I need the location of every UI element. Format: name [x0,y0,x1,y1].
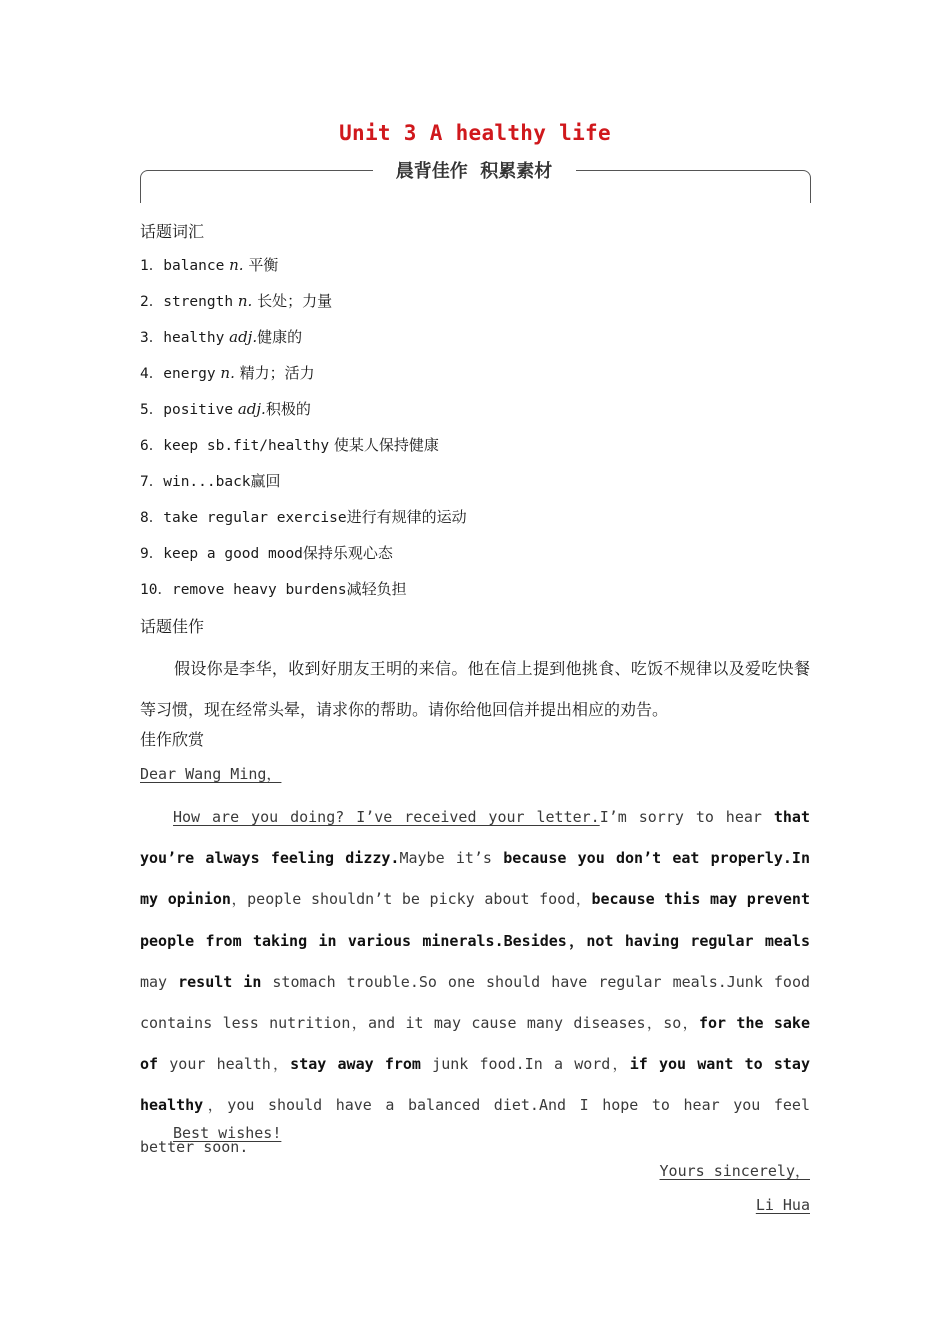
vocab-item [140,363,315,384]
vocab-item [140,435,439,456]
letter-text: stomach trouble.So one should have regular meals.Junk food contains less nutrition，and it may cause many diseases，so， [140,972,811,1033]
vocab-number: 1． [140,258,164,274]
vocab-number: 6． [140,438,164,454]
vocab-number: 2． [140,294,164,310]
vocab-english: keep a good mood [163,546,303,562]
letter-text: ，people shouldn’t be picky about food， [230,890,592,909]
page-title: Unit 3 A healthy life [339,121,611,145]
underlined-phrase: How are you doing? I’ve received your letter. [173,808,600,826]
letter-text: I’m sorry to hear [599,808,774,826]
letter-signature: Li Hua [755,1196,810,1214]
section-frame-left [140,170,373,203]
key-phrase: for the sake of [140,1014,810,1074]
vocab-part-of-speech: n. [220,364,235,382]
key-phrase: because you don’t eat properly.In my opinion [140,849,810,909]
vocab-english: keep sb.fit/healthy [163,438,330,454]
letter-body [140,797,810,1168]
vocab-english: win...back [163,474,251,490]
vocab-chinese: 健康的 [257,328,303,346]
letter-text: may [140,972,179,991]
writing-task: 假设你是李华，收到好朋友王明的来信。他在信上提到他挑食、吃饭不规律以及爱吃快餐等习惯，现在经常头晕，请求你的帮助。请你给他回信并提出相应的劝告。 [140,659,810,719]
section-heading: 晨背佳作 积累素材 [395,161,553,182]
vocab-english: healthy [163,330,225,346]
letter-salutation: Dear Wang Ming， [140,765,282,783]
letter-text: ，you should have a balanced diet.And I hope to hear you feel better soon. [140,1096,810,1156]
vocab-chinese: 精力；活力 [239,364,315,382]
vocab-chinese: 使某人保持健康 [333,436,439,454]
vocab-chinese: 赢回 [250,472,281,490]
vocab-english: energy [163,366,216,382]
key-phrase: that you’re always feeling dizzy. [140,808,810,868]
vocab-item [140,543,393,564]
vocab-english: strength [163,294,234,310]
vocab-chinese: 减轻负担 [346,580,407,598]
letter-closing: Best wishes! [173,1124,282,1142]
vocab-chinese: 积极的 [265,400,311,418]
section-frame-right [576,170,811,203]
vocab-number: 7． [140,474,164,490]
vocab-part-of-speech: adj. [229,328,258,346]
vocab-item [140,471,281,492]
vocab-chinese: 平衡 [248,256,279,274]
vocab-english: remove heavy burdens [171,582,347,598]
vocab-item [140,291,332,312]
vocab-item [140,579,407,600]
vocab-chinese: 长处；力量 [257,292,333,310]
vocab-english: positive [163,402,234,418]
vocab-item [140,507,467,528]
key-phrase: result in [178,972,262,991]
vocab-number: 10． [140,582,172,598]
vocab-number: 8． [140,510,164,526]
vocab-heading: 话题词汇 [140,222,205,241]
vocab-item [140,255,278,276]
vocab-part-of-speech: n. [237,292,253,310]
vocab-number: 9． [140,546,164,562]
vocab-number: 3． [140,330,164,346]
vocab-chinese: 进行有规律的运动 [346,508,467,526]
vocab-number: 4． [140,366,164,382]
vocab-item [140,327,302,348]
letter-text: Maybe it’s [399,849,504,868]
key-phrase: because this may prevent people from taking in various minerals.Besides，not having regular meals [140,890,810,950]
writing-heading: 话题佳作 [140,617,205,636]
letter-text: junk food.In a word， [420,1055,630,1074]
vocab-chinese: 保持乐观心态 [302,544,393,562]
vocab-item [140,399,311,420]
vocab-english: balance [163,258,225,274]
vocab-part-of-speech: adj. [237,400,266,418]
vocab-number: 5． [140,402,164,418]
key-phrase: if you want to stay healthy [140,1055,810,1115]
vocab-part-of-speech: n. [229,256,244,274]
vocab-english: take regular exercise [163,510,347,526]
key-phrase: stay away from [290,1055,421,1074]
letter-sign-off: Yours sincerely， [659,1162,810,1180]
appreciation-heading: 佳作欣赏 [140,730,205,749]
letter-text: your health， [158,1055,291,1074]
